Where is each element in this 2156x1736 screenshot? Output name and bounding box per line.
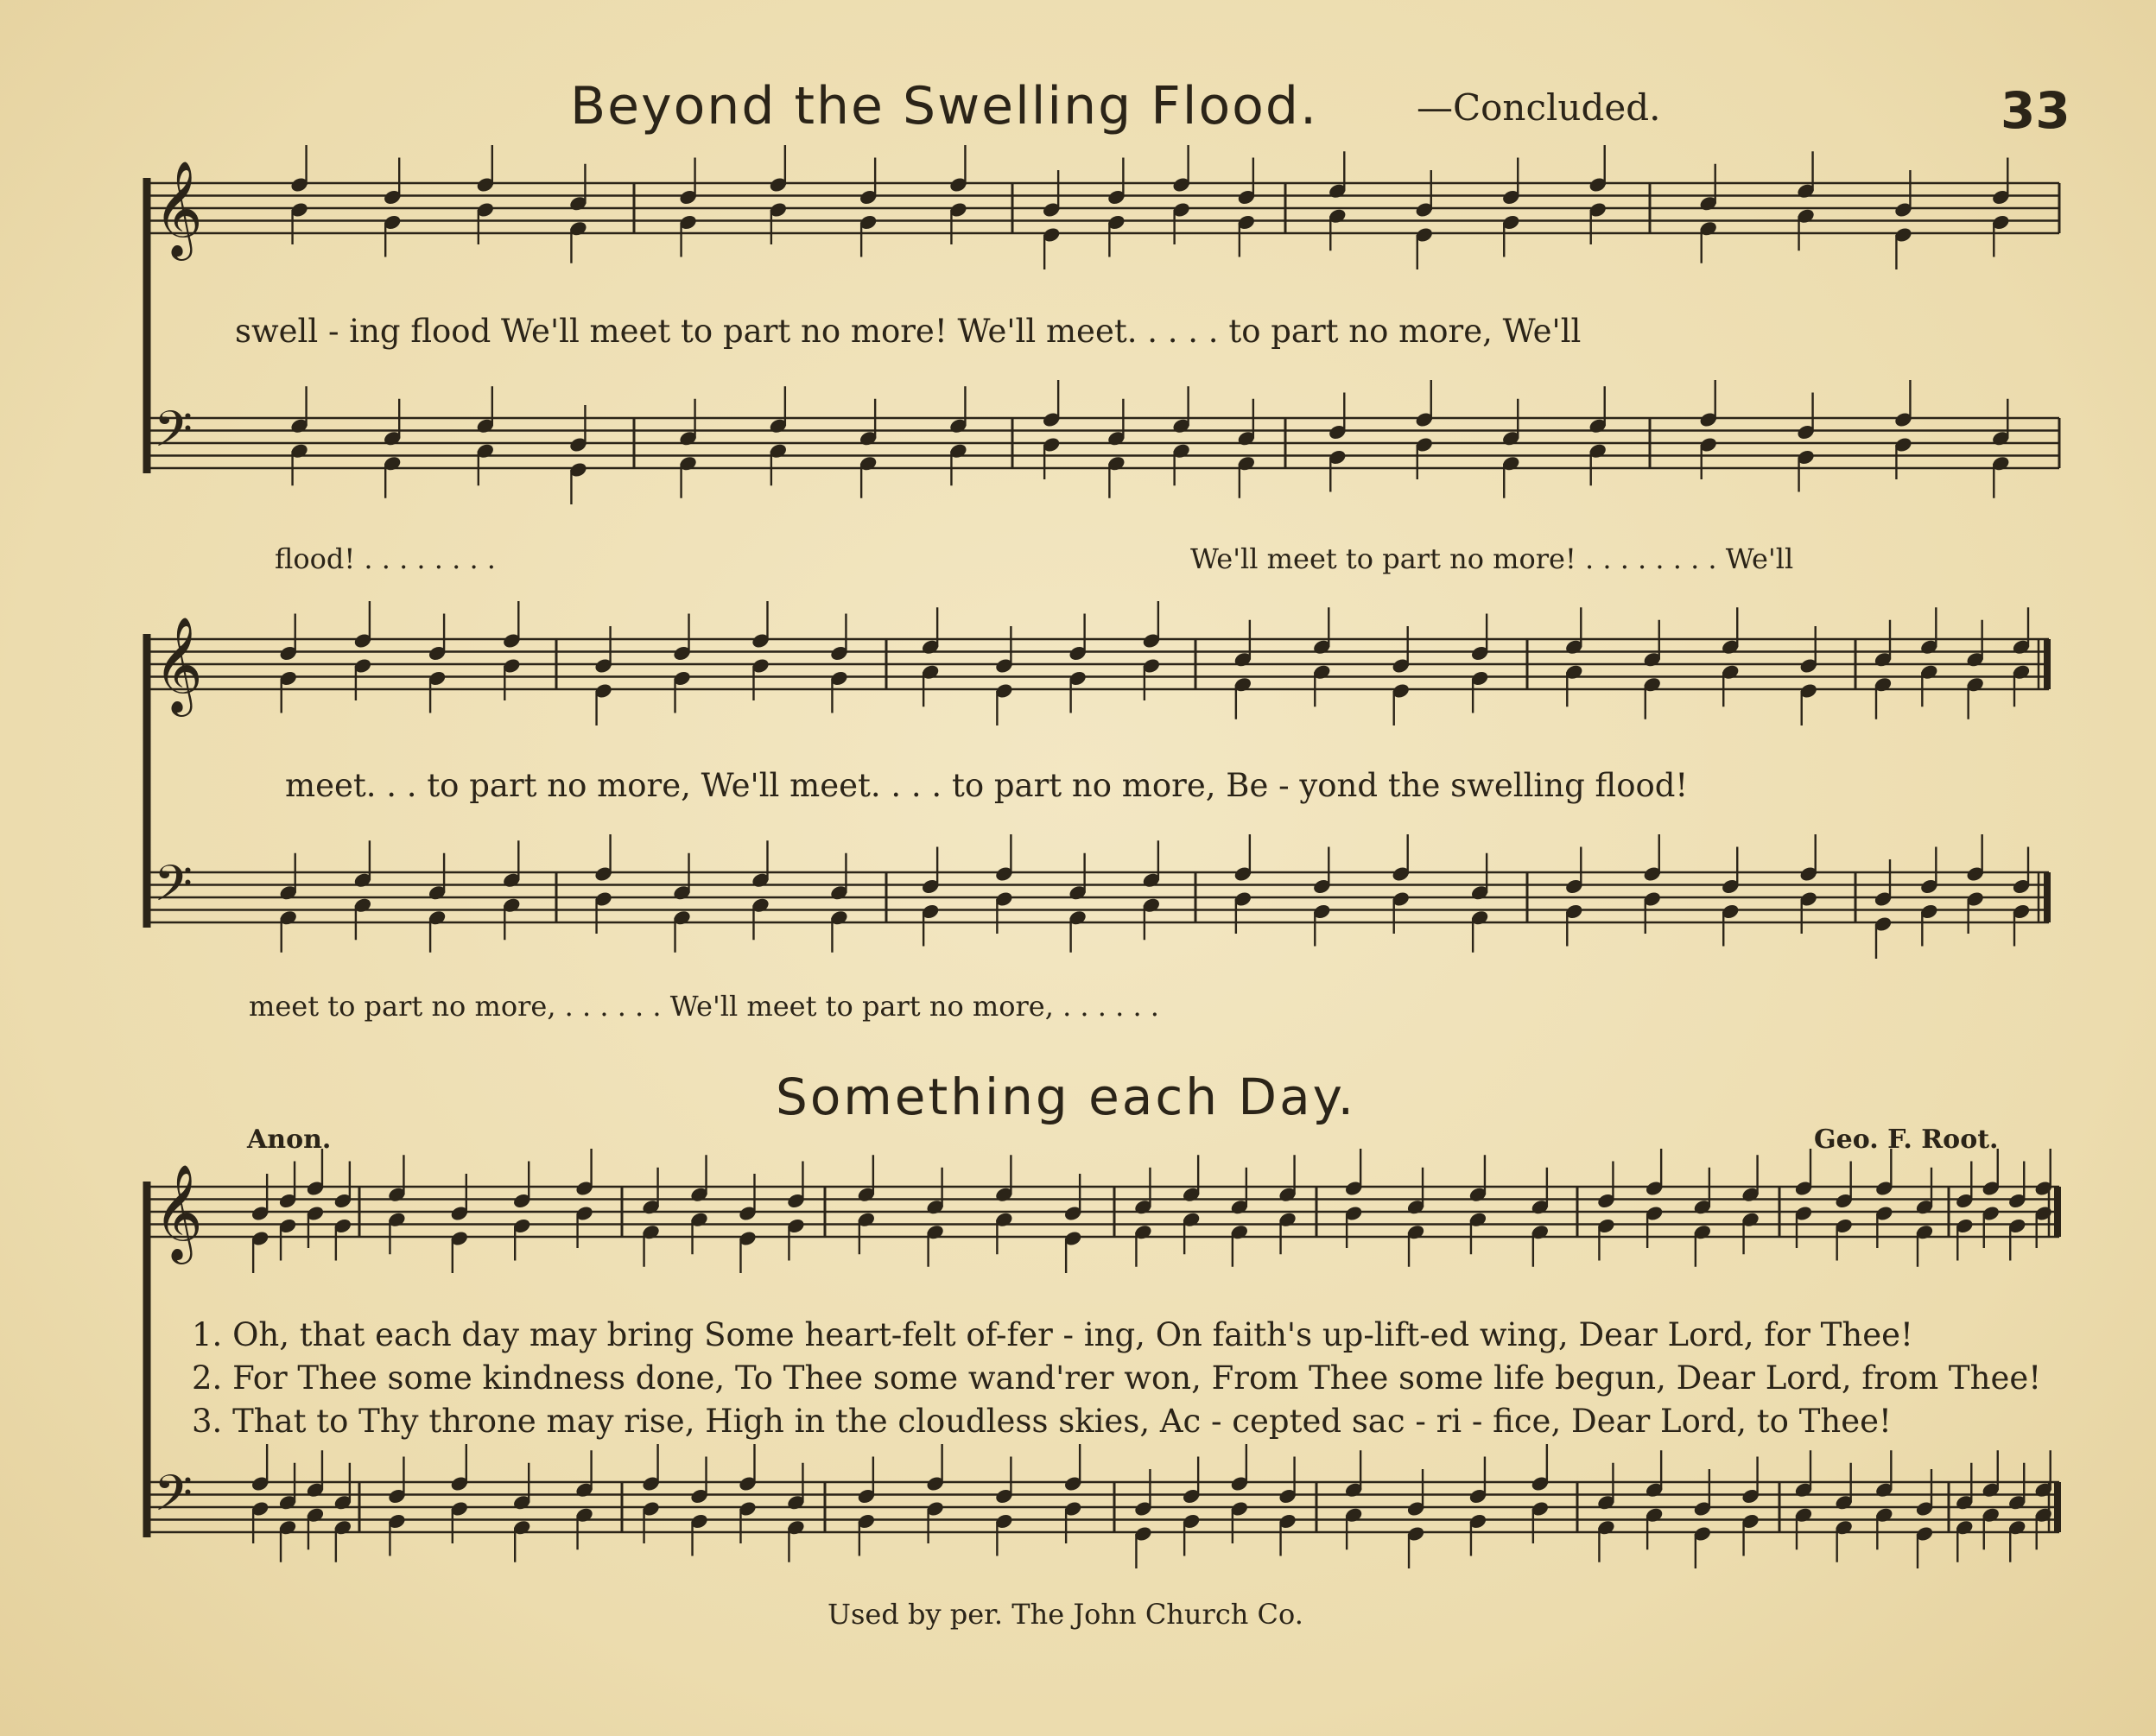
verse-3: 3. That to Thy throne may rise, High in the cloudless skies, Ac - cepted sac - ri - fice, Dear Lord, to Thee! <box>192 1403 1892 1440</box>
svg-text:𝄢: 𝄢 <box>154 1464 193 1535</box>
song2-music-credit: Geo. F. Root. <box>1814 1125 1999 1155</box>
svg-text:𝄞: 𝄞 <box>154 1163 203 1260</box>
song2-words-credit: Anon. <box>247 1125 332 1155</box>
verse-2: 2. For Thee some kindness done, To Thee some wand'rer won, From Thee some life begun, Dear Lord, from Thee! <box>192 1359 2042 1397</box>
system1-bass-lyrics-right: We'll meet to part no more! . . . . . . . . We'll <box>1190 542 1794 575</box>
system1-treble-lyrics: swell - ing flood We'll meet to part no more! We'll meet. . . . . to part no more, We'll <box>235 313 1582 350</box>
song-title: Beyond the Swelling Flood. <box>570 76 1319 136</box>
song2-title: Something each Day. <box>776 1068 1357 1126</box>
system1-bass-lyrics-left: flood! . . . . . . . . <box>275 542 496 575</box>
svg-text:𝄞: 𝄞 <box>154 160 203 257</box>
page-number: 33 <box>2001 81 2070 140</box>
svg-text:𝄢: 𝄢 <box>154 400 193 471</box>
verse-1: 1. Oh, that each day may bring Some heart-felt of-fer - ing, On faith's up-lift-ed wing, Dear Lord, for Thee! <box>192 1316 1913 1353</box>
song-subtitle: —Concluded. <box>1417 86 1661 129</box>
system2-treble-lyrics: meet. . . to part no more, We'll meet. . . . to part no more, Be - yond the swelling flood! <box>285 767 1689 804</box>
copyright-footer: Used by per. The John Church Co. <box>828 1598 1303 1631</box>
system2-bass-lyrics: meet to part no more, . . . . . . We'll meet to part no more, . . . . . . <box>249 990 1159 1023</box>
svg-text:𝄢: 𝄢 <box>154 854 193 925</box>
svg-text:𝄞: 𝄞 <box>154 616 203 713</box>
